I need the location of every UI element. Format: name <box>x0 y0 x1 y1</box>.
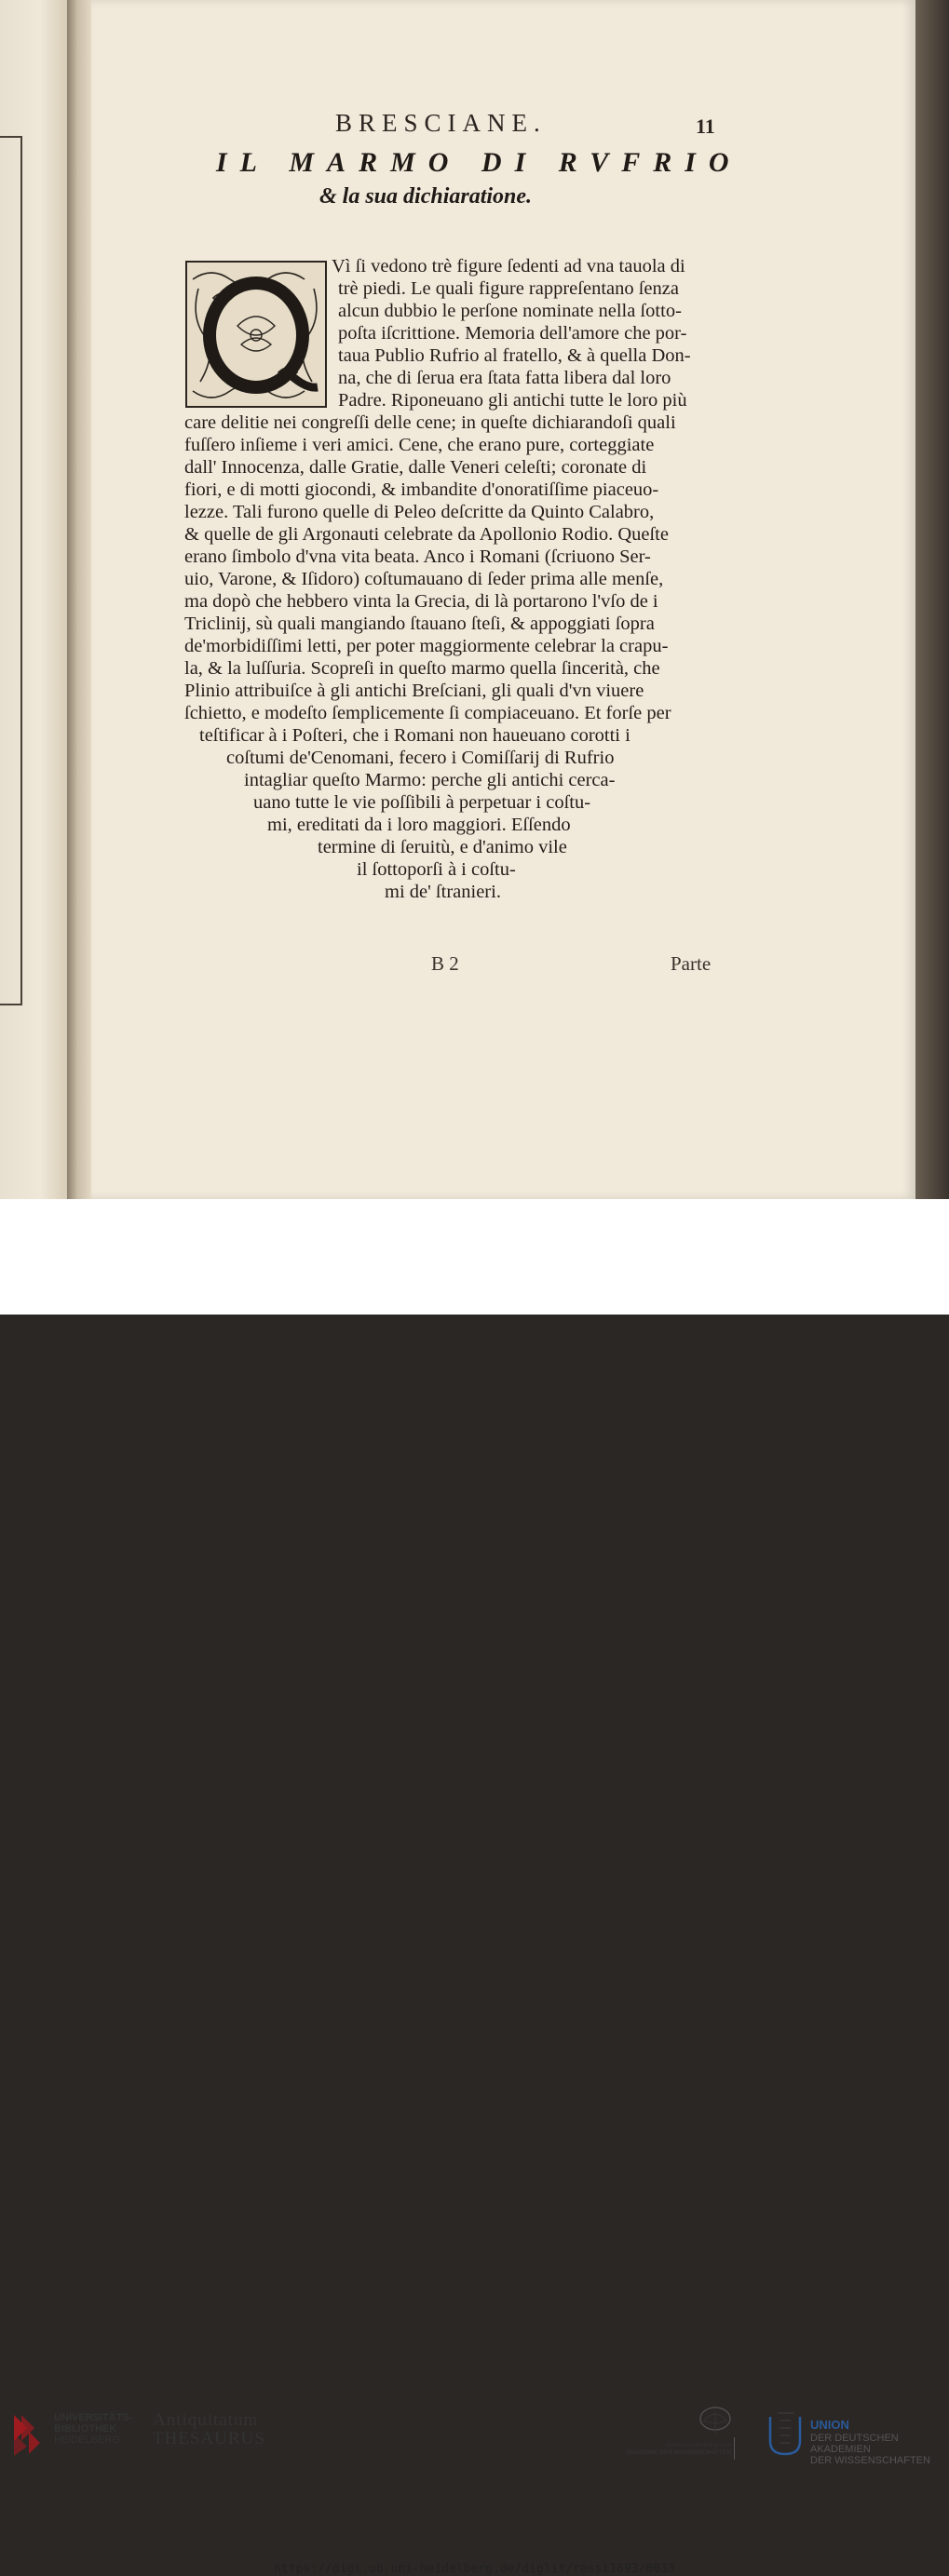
text-line: lezze. Tali furono quelle di Peleo deſcritte da Quinto Calabro, <box>184 502 655 522</box>
text-line: dall' Innocenza, dalle Gratie, dalle Veneri celeſti; coronate di <box>184 457 647 478</box>
text-line: fiori, e di motti giocondi, & imbandite d'onoratiſſime piaceuo- <box>184 479 659 500</box>
text-line: & quelle de gli Argonauti celebrate da Apollonio Rodio. Queſte <box>184 524 669 545</box>
footer-banner <box>0 1199 949 2466</box>
catchword: Parte <box>671 952 712 975</box>
page-title: IL MARMO DI RVFRIO <box>216 147 742 178</box>
left-page-frame <box>0 136 22 1005</box>
union-academies-logo-icon[interactable] <box>766 2409 804 2458</box>
signature-mark: B 2 <box>431 952 459 975</box>
text-line: fuſſero inſieme i veri amici. Cene, che erano pure, corteggiate <box>184 435 655 455</box>
text-line: taua Publio Rufrio al fratello, & à quella Don- <box>338 345 691 366</box>
text-line: na, che di ſerua era ſtata fatta libera dal loro <box>338 368 671 388</box>
decorated-initial <box>185 261 327 408</box>
text-line: trè piedi. Le quali figure rappreſentano ſenza <box>338 278 679 299</box>
text-line: ſchietto, e modeſto ſemplicemente ſi compiaceuano. Et forſe per <box>184 703 671 723</box>
heidelberg-library-logo-icon[interactable] <box>12 2411 42 2456</box>
heidelberg-library-name[interactable]: UNIVERSITÄTS- BIBLIOTHEK HEIDELBERG <box>54 2412 133 2446</box>
text-line: intagliar queſto Marmo: perche gli antichi cerca- <box>244 770 616 790</box>
running-head: BRESCIANE. <box>335 109 547 137</box>
text-line: mi, ereditati da i loro maggiori. Eſſendo <box>267 815 571 835</box>
text-line: Triclinij, sù quali mangiando ſtauano ſteſi, & appoggiati ſopra <box>184 614 655 634</box>
bbaw-eagle-logo-icon[interactable] <box>697 2406 734 2439</box>
text-line: Padre. Riponeuano gli antichi tutte le loro più <box>338 390 687 411</box>
text-line: Vì ſi vedono trè figure ſedenti ad vna tauola di <box>332 256 685 276</box>
text-line: la, & la luſſuria. Scopreſi in queſto marmo quella ſincerità, che <box>184 658 660 679</box>
text-line: Plinio attribuiſce à gli antichi Breſciani, gli quali d'vn viuere <box>184 681 644 701</box>
text-line: alcun dubbio le perſone nominate nella ſotto- <box>338 301 682 321</box>
text-line: coſtumi de'Cenomani, fecero i Comiſſarij di Rufrio <box>226 748 615 768</box>
bbaw-name[interactable]: berlin-brandenburgische AKADEMIE DER WISSENSCHAFTEN <box>625 2442 731 2456</box>
book-gutter <box>67 0 93 1199</box>
text-line: uio, Varone, & Iſidoro) coſtumauano di ſeder prima alle menſe, <box>184 569 664 589</box>
text-line: termine di ſeruitù, e d'animo vile <box>318 837 567 857</box>
text-line: de'morbidiſſimi letti, per poter maggiormente celebrar la crapu- <box>184 636 669 656</box>
antiquitatum-thesaurus-logo[interactable]: Antiquitatum THESAURUS <box>153 2410 265 2448</box>
text-line: teſtificar à i Poſteri, che i Romani non haueuano corotti i <box>199 725 630 746</box>
permalink[interactable]: https://digi.ub.uni-heidelberg.de/diglit/rossi1693/0033 <box>274 2562 675 2576</box>
right-page-edge <box>915 0 949 1199</box>
text-line: il ſottoporſi à i coſtu- <box>357 859 516 880</box>
text-line: care delitie nei congreſſi delle cene; in queſte dichiarandoſi quali <box>184 412 676 433</box>
logo-divider <box>734 2437 735 2460</box>
text-line: uano tutte le vie poſſibili à perpetuar i coſtu- <box>253 792 591 813</box>
text-line: mi de' ſtranieri. <box>385 882 501 902</box>
page-subtitle: & la sua dichiaratione. <box>319 184 533 209</box>
union-academies-name[interactable]: UNION DER DEUTSCHEN AKADEMIEN DER WISSENSCHAFTEN <box>810 2418 930 2466</box>
text-line: poſta iſcrittione. Memoria dell'amore che por- <box>338 323 687 344</box>
text-line: erano ſimbolo d'vna vita beata. Anco i Romani (ſcriuono Ser- <box>184 546 651 567</box>
scan-viewport <box>0 0 949 1199</box>
page-number: 11 <box>696 115 715 138</box>
text-line: ma dopò che hebbero vinta la Grecia, di là portarono l'vſo de i <box>184 591 658 612</box>
